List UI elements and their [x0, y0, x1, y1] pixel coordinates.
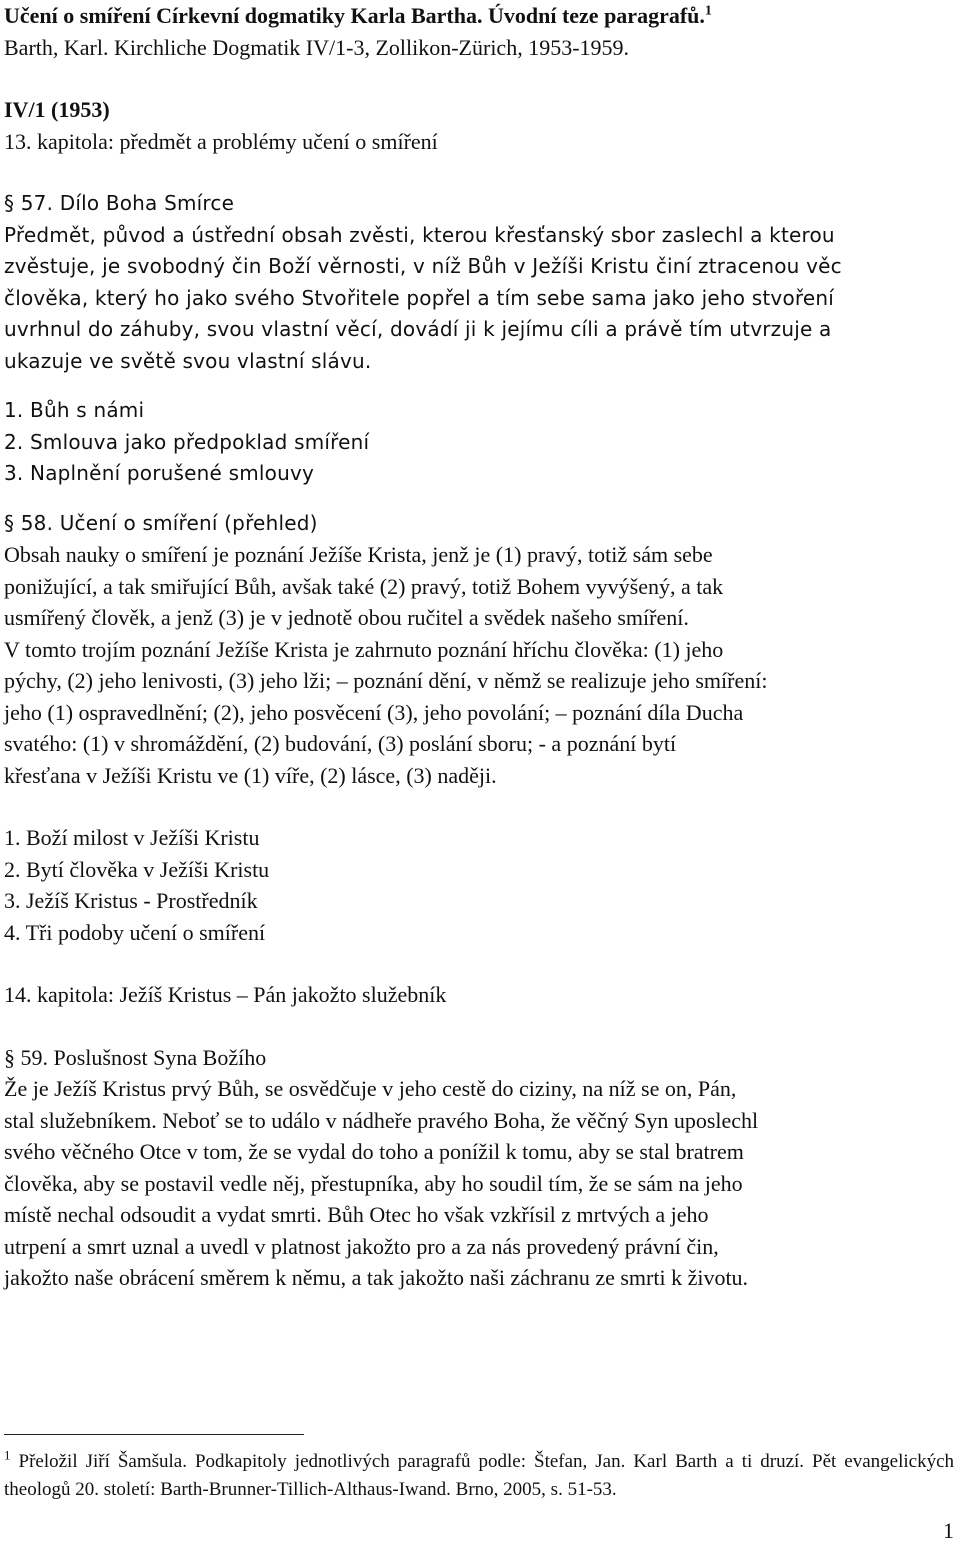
section-59-heading: § 59. Poslušnost Syna Božího — [4, 1044, 267, 1070]
s57-line: uvrhnul do záhuby, svou vlastní věcí, dovádí ji k jejímu cíli a právě tím utvrzuje a — [4, 317, 832, 341]
s58-line: svatého: (1) v shromáždění, (2) budování, (3) poslání sboru; - a poznání bytí — [4, 731, 677, 756]
s57-line: Předmět, původ a ústřední obsah zvěsti, kterou křesťanský sbor zaslechl a kterou — [4, 222, 835, 247]
s58-line: usmířený člověk, a jenž (3) je v jednotě obou ručitel a svědek našeho smíření. — [4, 605, 689, 630]
s58-list-item: 2. Bytí člověka v Ježíši Kristu — [4, 856, 270, 882]
footnote-reference: 1 — [704, 3, 712, 19]
section-57-heading: § 57. Dílo Boha Smírce — [4, 191, 235, 215]
s58-line: V tomto trojím poznání Ježíše Krista je zahrnuto poznání hříchu člověka: (1) jeho — [4, 636, 724, 662]
s59-line: utrpení a smrt uznal a uvedl v platnost jakožto pro a za nás provedený právní čin, — [4, 1233, 719, 1259]
spacer — [4, 1011, 959, 1042]
section-58-heading: § 58. Učení o smíření (přehled) — [4, 510, 318, 535]
s59-line: jakožto naše obrácení směrem k němu, a tak jakožto naši záchranu ze smrti k životu. — [4, 1265, 749, 1290]
document-page — [4, 0, 959, 1545]
spacer — [4, 63, 959, 94]
page-number: 1 — [943, 1518, 954, 1543]
s58-line: ponižující, a tak smiřující Bůh, avšak také (2) pravý, totiž Bohem vyvýšený, a tak — [4, 573, 724, 599]
spacer — [4, 377, 959, 395]
spacer — [4, 157, 959, 188]
s59-line: místě nechal odsoudit a vydat smrti. Bůh Otec ho však vzkřísil z mrtvých a jeho — [4, 1202, 709, 1227]
document-title — [4, 0, 959, 32]
s57-line: zvěstuje, je svobodný čin Boží věrnosti, v níž Bůh v Ježíši Kristu činí ztracenou věc — [4, 254, 842, 278]
spacer — [4, 490, 959, 508]
s58-list-item: 1. Boží milost v Ježíši Kristu — [4, 825, 260, 850]
title-text: Učení o smíření Církevní dogmatiky Karla Bartha. Úvodní teze paragrafů. — [4, 3, 705, 28]
s57-list-item: 1. Bůh s námi — [4, 398, 145, 422]
footnote-text: Přeložil Jiří Šamšula. Podkapitoly jednotlivých paragrafů podle: Štefan, Jan. Karl Barth a ti druzí. Pět evangelických theologů 20. století: Barth-Brunner-Tillich-Althaus-Iwand. Brno, 2005, s. 51-53. — [4, 1451, 954, 1500]
s58-list-item: 3. Ježíš Kristus - Prostředník — [4, 888, 258, 913]
s58-line: pýchy, (2) jeho lenivosti, (3) jeho lži; – poznání dění, v němž se realizuje jeho smíření: — [4, 668, 768, 693]
s59-line: Že je Ježíš Kristus prvý Bůh, se osvědčuje v jeho cestě do ciziny, na níž se on, Pán, — [4, 1076, 737, 1101]
spacer — [4, 948, 959, 979]
source-citation: Barth, Karl. Kirchliche Dogmatik IV/1-3, Zollikon-Zürich, 1953-1959. — [4, 34, 630, 60]
s58-line: křesťana v Ježíši Kristu ve (1) víře, (2) lásce, (3) naději. — [4, 762, 497, 788]
chapter-14-heading: 14. kapitola: Ježíš Kristus – Pán jakožto služebník — [4, 982, 447, 1007]
s59-line: stal služebníkem. Neboť se to událo v nádheře pravého Boha, že věčný Syn uposlechl — [4, 1107, 759, 1133]
s57-list-item: 3. Naplnění porušené smlouvy — [4, 461, 315, 485]
footnote-separator — [4, 1434, 304, 1435]
chapter-13-heading: 13. kapitola: předmět a problémy učení o smíření — [4, 128, 438, 154]
s59-line: člověka, aby se postavil vedle něj, přestupníka, aby ho soudil tím, že se sám na jeho — [4, 1170, 743, 1196]
s58-line: jeho (1) ospravedlnění; (2), jeho posvěcení (3), jeho povolání; – poznání díla Ducha — [4, 699, 744, 725]
footnote-mark: 1 — [4, 1447, 11, 1463]
s57-line: člověka, který ho jako svého Stvořitele popřel a tím sebe sama jako jeho stvoření — [4, 285, 834, 310]
s58-list-item: 4. Tři podoby učení o smíření — [4, 919, 266, 945]
spacer — [4, 791, 959, 822]
s59-line: svého věčného Otce v tom, že se vydal do toho a ponížil k tomu, aby se stal bratrem — [4, 1139, 744, 1164]
s58-line: Obsah nauky o smíření je poznání Ježíše Krista, jenž je (1) pravý, totiž sám sebe — [4, 542, 713, 567]
s57-list-item: 2. Smlouva jako předpoklad smíření — [4, 429, 370, 454]
footnote — [4, 1448, 954, 1504]
volume-label: IV/1 (1953) — [4, 97, 110, 122]
s57-line: ukazuje ve světě svou vlastní slávu. — [4, 348, 372, 373]
